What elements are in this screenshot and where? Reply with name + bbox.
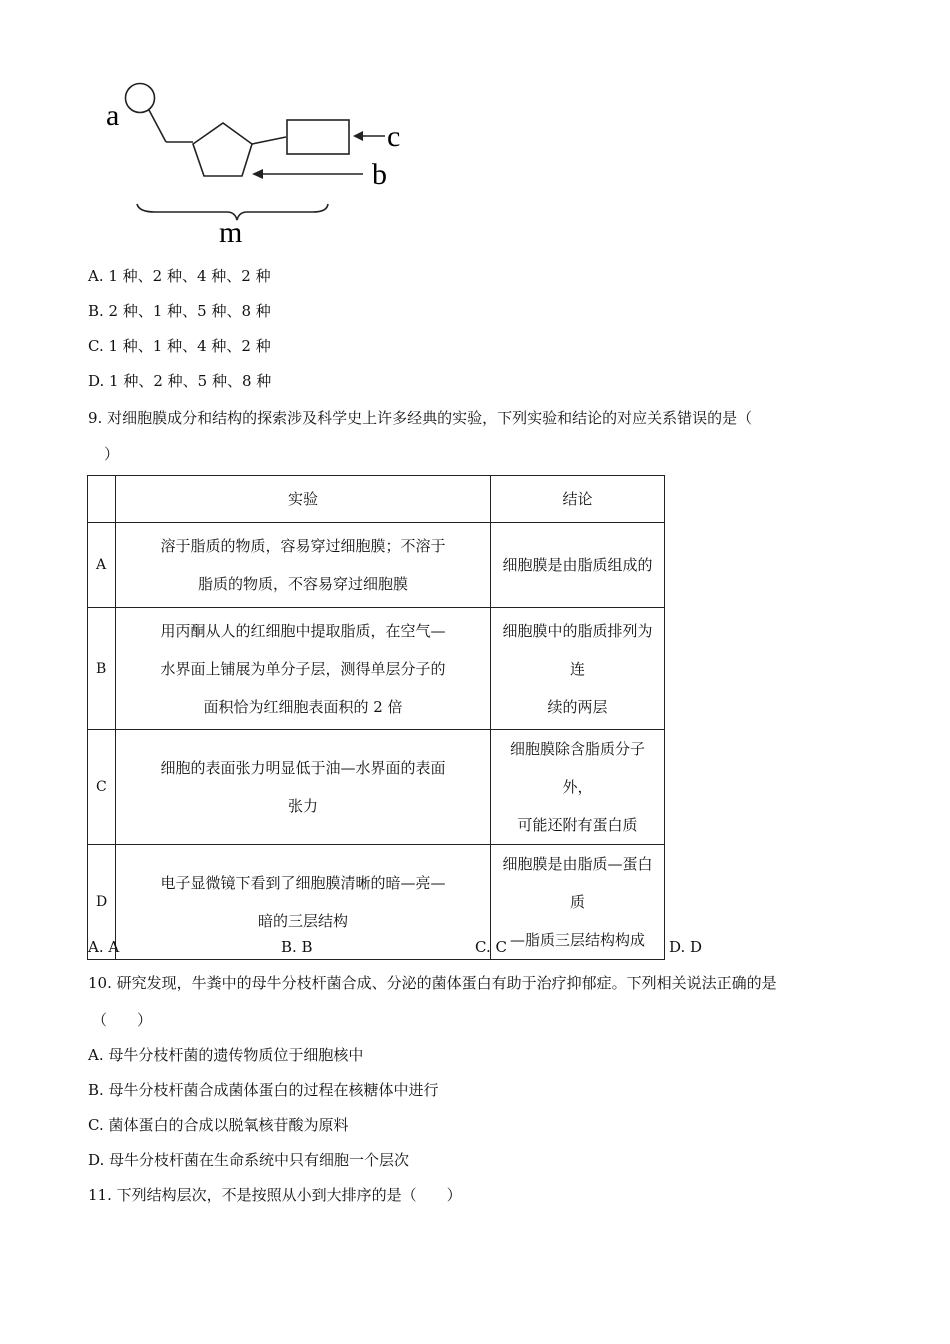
- row-conclusion: [491, 523, 665, 608]
- q10-option-a[interactable]: A. 母牛分枝杆菌的遗传物质位于细胞核中: [88, 1046, 364, 1064]
- conclusion-line: 细胞膜是由脂质组成的: [502, 556, 653, 574]
- experiment-line: 用丙酮从人的红细胞中提取脂质，在空气—: [160, 621, 446, 640]
- conclusion-line: 细胞膜中的脂质排列为连: [502, 621, 653, 678]
- q10-option-b[interactable]: B. 母牛分枝杆菌合成菌体蛋白的过程在核糖体中进行: [88, 1081, 439, 1099]
- q8-option-d[interactable]: D. 1 种、2 种、5 种、8 种: [88, 372, 272, 390]
- label-c: c: [387, 120, 401, 153]
- nucleotide-diagram: [95, 78, 415, 248]
- table-row: [88, 730, 665, 845]
- q10-option-d[interactable]: D. 母牛分枝杆菌在生命系统中只有细胞一个层次: [88, 1151, 410, 1169]
- q10-stem-paren: （ ）: [92, 1011, 153, 1029]
- conclusion-line: 可能还附有蛋白质: [517, 816, 638, 834]
- experiment-line: 水界面上铺展为单分子层，测得单层分子的: [160, 659, 446, 678]
- row-experiment: [116, 523, 491, 608]
- label-b: b: [372, 158, 387, 191]
- header-label-cell: [88, 476, 116, 523]
- q11-stem: 11. 下列结构层次，不是按照从小到大排序的是（ ）: [88, 1186, 462, 1204]
- q8-option-c[interactable]: C. 1 种、1 种、4 种、2 种: [88, 337, 271, 355]
- q10-stem: 10. 研究发现，牛粪中的母牛分枝杆菌合成、分泌的菌体蛋白有助于治疗抑郁症。下列相关说法正确的是: [88, 974, 777, 992]
- conclusion-line: —脂质三层结构构成: [509, 931, 645, 949]
- experiment-line: 面积恰为红细胞表面积的 2 倍: [203, 697, 403, 716]
- experiment-line: 脂质的物质，不容易穿过细胞膜: [197, 575, 408, 593]
- conclusion-line: 细胞膜是由脂质—蛋白质: [502, 855, 653, 911]
- row-label: C: [88, 730, 116, 845]
- label-a: a: [106, 99, 120, 132]
- experiment-table: [87, 475, 665, 960]
- q9-option-a[interactable]: A. A: [88, 938, 120, 956]
- conclusion-line: 细胞膜除含脂质分子外，: [509, 740, 645, 796]
- conclusion-line: 续的两层: [547, 697, 608, 716]
- row-label: B: [88, 608, 116, 730]
- q9-option-d[interactable]: D. D: [669, 938, 703, 956]
- table-header-row: [88, 476, 665, 523]
- table-row: [88, 845, 665, 960]
- bond-phosphate-sugar: [149, 110, 166, 142]
- row-label: A: [88, 523, 116, 608]
- header-experiment: 实验: [116, 476, 491, 523]
- row-experiment: [116, 608, 491, 730]
- q8-option-a[interactable]: A. 1 种、2 种、4 种、2 种: [88, 267, 271, 285]
- row-conclusion: [491, 730, 665, 845]
- experiment-line: 溶于脂质的物质，容易穿过细胞膜；不溶于: [160, 537, 446, 555]
- q9-stem-close: ）: [104, 445, 120, 463]
- experiment-line: 张力: [287, 797, 318, 815]
- bond-sugar-base: [252, 137, 286, 144]
- base-rectangle: [287, 120, 349, 154]
- q10-option-c[interactable]: C. 菌体蛋白的合成以脱氧核苷酸为原料: [88, 1116, 349, 1134]
- q9-stem: 9. 对细胞膜成分和结构的探索涉及科学史上许多经典的实验，下列实验和结论的对应关系错误的是（: [88, 409, 753, 427]
- q9-option-b[interactable]: B. B: [281, 938, 313, 956]
- arrow-b-head: [252, 169, 263, 179]
- row-conclusion: [491, 845, 665, 960]
- q9-option-c[interactable]: C. C: [475, 938, 507, 956]
- row-conclusion: [491, 608, 665, 730]
- experiment-line: 细胞的表面张力明显低于油—水界面的表面: [160, 759, 446, 777]
- label-m: m: [219, 216, 243, 248]
- q8-option-b[interactable]: B. 2 种、1 种、5 种、8 种: [88, 302, 271, 320]
- table-row: [88, 608, 665, 730]
- header-conclusion: 结论: [491, 476, 665, 523]
- phosphate-circle: [126, 84, 155, 113]
- arrow-c-head: [353, 131, 363, 141]
- row-experiment: [116, 730, 491, 845]
- experiment-line: 电子显微镜下看到了细胞膜清晰的暗—亮—: [160, 874, 446, 892]
- experiment-line: 暗的三层结构: [257, 912, 348, 930]
- row-label: D: [88, 845, 116, 960]
- pentose-pentagon: [193, 123, 252, 176]
- table-row: [88, 523, 665, 608]
